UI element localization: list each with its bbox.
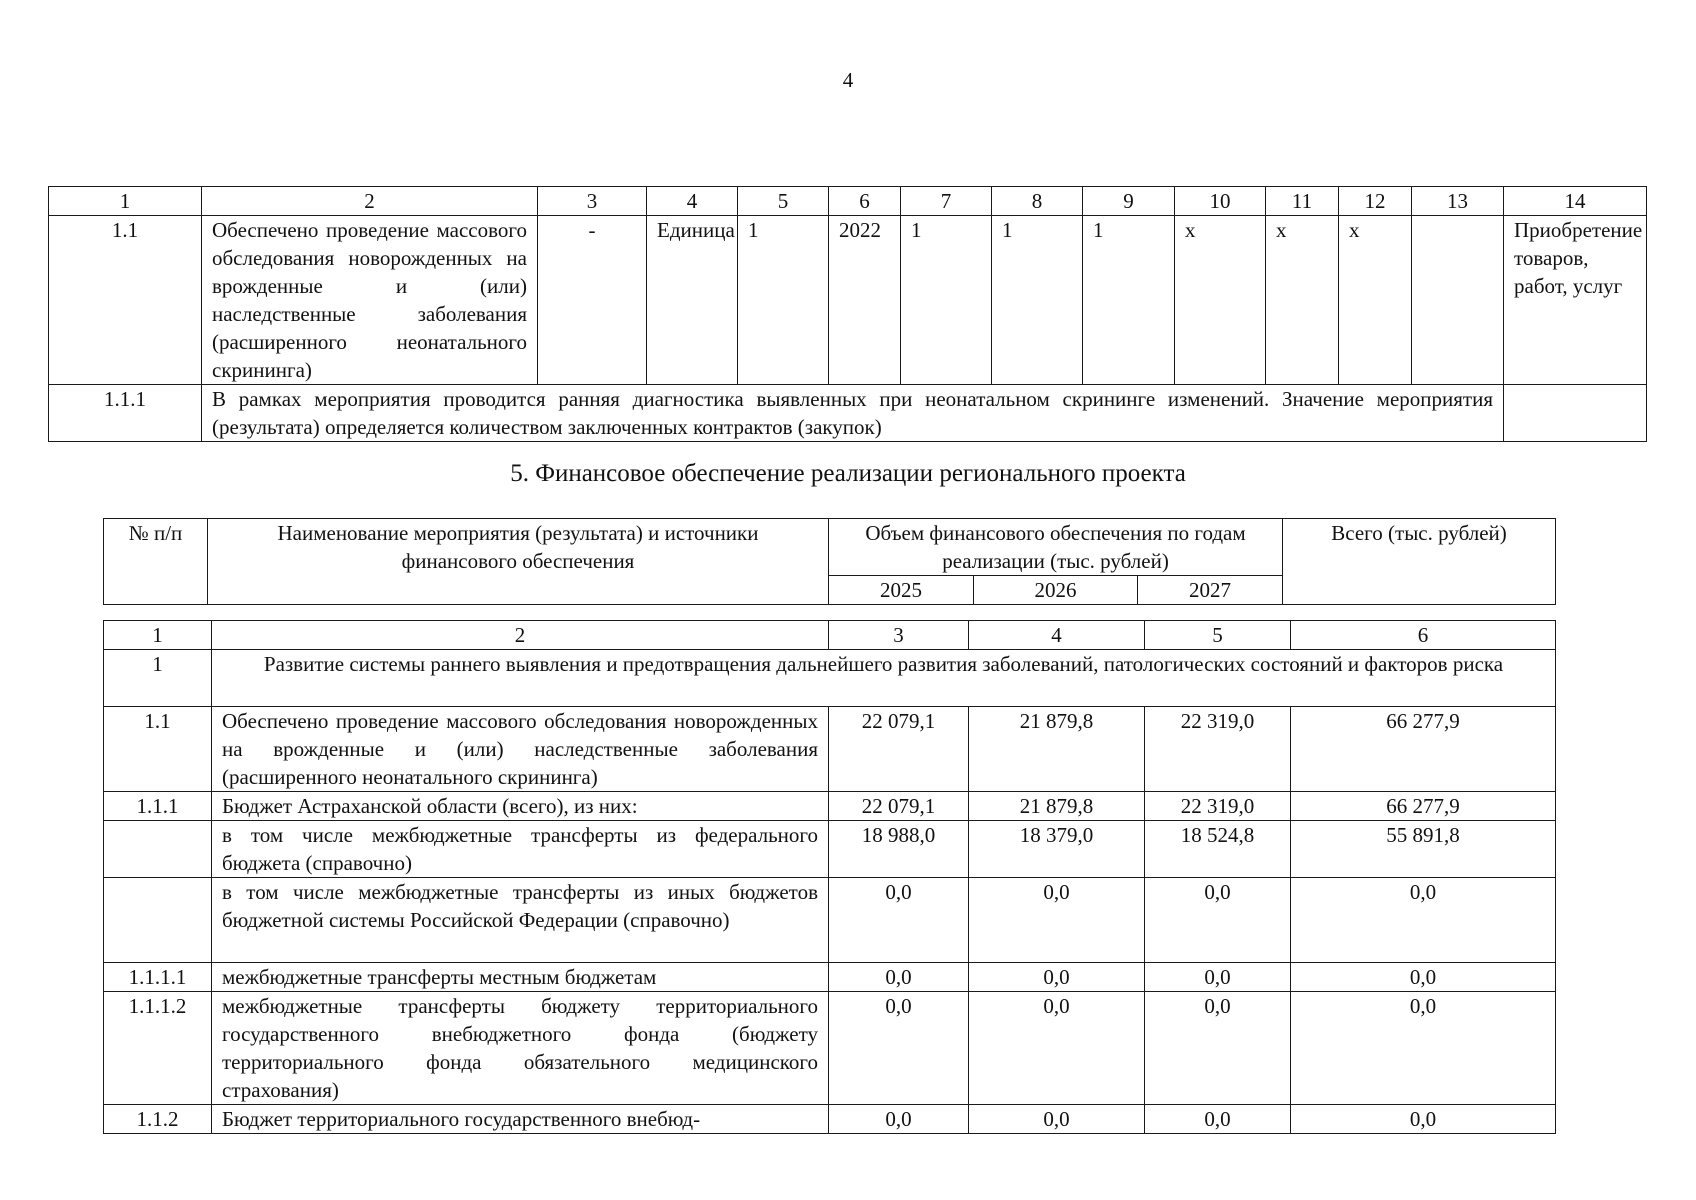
financing-table [103,620,1556,1134]
column-number: 4 [969,621,1145,650]
table-row [49,385,1647,442]
result-name: Обеспечено проведение массового обследования новорожденных на врожденные и (или) наследственные заболевания (расширенного неонатального скрининга) [202,216,538,385]
column-number: 8 [992,187,1083,216]
row-name: Обеспечено проведение массового обследования новорожденных на врожденные и (или) наследственные заболевания (расширенного неонатального скрининга) [212,707,829,792]
cell-value: 1 [1083,216,1175,385]
table-row [49,216,1647,385]
column-number: 12 [1339,187,1412,216]
empty-cell [1504,385,1647,442]
value-2025: 0,0 [829,992,969,1105]
value-2025: 22 079,1 [829,707,969,792]
cell-value: 1 [992,216,1083,385]
row-name: межбюджетные трансферты местным бюджетам [212,963,829,992]
cell-value: x [1175,216,1266,385]
row-name: Бюджет Астраханской области (всего), из них: [212,792,829,821]
value-2027: 0,0 [1145,992,1291,1105]
table-row [104,878,1556,963]
row-number: 1.1.1.2 [104,992,212,1105]
column-number: 7 [901,187,992,216]
value-2026: 21 879,8 [969,792,1145,821]
value-2026: 0,0 [969,963,1145,992]
value-total: 0,0 [1291,1105,1556,1134]
value-2027: 22 319,0 [1145,792,1291,821]
cell-value: x [1339,216,1412,385]
value-2026: 0,0 [969,1105,1145,1134]
header-total: Всего (тыс. рублей) [1283,519,1556,605]
cell-value: 1 [738,216,829,385]
value-2025: 0,0 [829,878,969,963]
column-number-row [104,621,1556,650]
value-2025: 0,0 [829,963,969,992]
row-number: 1.1.1 [104,792,212,821]
table-row [104,992,1556,1105]
row-name: Бюджет территориального государственного внебюд- [212,1105,829,1134]
column-number: 4 [647,187,738,216]
row-number: 1 [104,650,212,707]
value-2027: 0,0 [1145,963,1291,992]
financing-header-table [103,518,1556,605]
value-2027: 0,0 [1145,878,1291,963]
value-2027: 18 524,8 [1145,821,1291,878]
value-2027: 22 319,0 [1145,707,1291,792]
results-table [48,186,1647,442]
column-number-row [49,187,1647,216]
header-volume: Объем финансового обеспечения по годам реализации (тыс. рублей) [829,519,1283,576]
column-number: 1 [104,621,212,650]
column-number: 2 [212,621,829,650]
column-number: 10 [1175,187,1266,216]
header-name: Наименование мероприятия (результата) и источники финансового обеспечения [208,519,829,605]
value-total: 0,0 [1291,878,1556,963]
column-number: 11 [1266,187,1339,216]
row-number: 1.1.2 [104,1105,212,1134]
table-row [104,792,1556,821]
table-row [104,963,1556,992]
value-total: 55 891,8 [1291,821,1556,878]
cell-value: - [538,216,647,385]
value-2026: 21 879,8 [969,707,1145,792]
row-number: 1.1.1 [49,385,202,442]
table-row [104,707,1556,792]
column-number: 13 [1412,187,1504,216]
header-year: 2027 [1138,576,1283,605]
year-cell: 2022 [829,216,901,385]
page-number: 4 [842,68,854,92]
column-number: 14 [1504,187,1647,216]
cell-value: 1 [901,216,992,385]
value-2025: 22 079,1 [829,792,969,821]
value-2026: 18 379,0 [969,821,1145,878]
value-2026: 0,0 [969,992,1145,1105]
section-row [104,650,1556,707]
value-2026: 0,0 [969,878,1145,963]
value-2027: 0,0 [1145,1105,1291,1134]
column-number: 1 [49,187,202,216]
table-row [104,821,1556,878]
row-name: в том числе межбюджетные трансферты из федерального бюджета (справочно) [212,821,829,878]
value-2025: 18 988,0 [829,821,969,878]
value-total: 0,0 [1291,963,1556,992]
table-row [104,1105,1556,1134]
row-number [104,878,212,963]
section-name: Развитие системы раннего выявления и предотвращения дальнейшего развития заболеваний, патологических состояний и факторов риска [212,650,1556,707]
section-title: 5. Финансовое обеспечение реализации регионального проекта [510,460,1186,487]
column-number: 3 [538,187,647,216]
row-name: межбюджетные трансферты бюджету территориального государственного внебюджетного фонда (бюджету территориального фонда обязательного медицинского страхования) [212,992,829,1105]
row-number: 1.1.1.1 [104,963,212,992]
header-number: № п/п [104,519,208,605]
column-number: 3 [829,621,969,650]
header-year: 2025 [829,576,974,605]
header-year: 2026 [974,576,1138,605]
unit-cell: Единица [647,216,738,385]
column-number: 9 [1083,187,1175,216]
column-number: 5 [738,187,829,216]
value-total: 66 277,9 [1291,707,1556,792]
cell-value [1412,216,1504,385]
cell-value: x [1266,216,1339,385]
row-number [104,821,212,878]
value-total: 66 277,9 [1291,792,1556,821]
value-total: 0,0 [1291,992,1556,1105]
description-cell: В рамках мероприятия проводится ранняя диагностика выявленных при неонатальном скрининге изменений. Значение мероприятия (результата) определяется количеством заключенных контрактов (закупок) [202,385,1504,442]
column-number: 2 [202,187,538,216]
row-name: в том числе межбюджетные трансферты из иных бюджетов бюджетной системы Российской Федерации (справочно) [212,878,829,963]
row-number: 1.1 [49,216,202,385]
column-number: 6 [1291,621,1556,650]
column-number: 5 [1145,621,1291,650]
type-cell: Приобретение товаров, работ, услуг [1504,216,1647,385]
value-2025: 0,0 [829,1105,969,1134]
column-number: 6 [829,187,901,216]
row-number: 1.1 [104,707,212,792]
